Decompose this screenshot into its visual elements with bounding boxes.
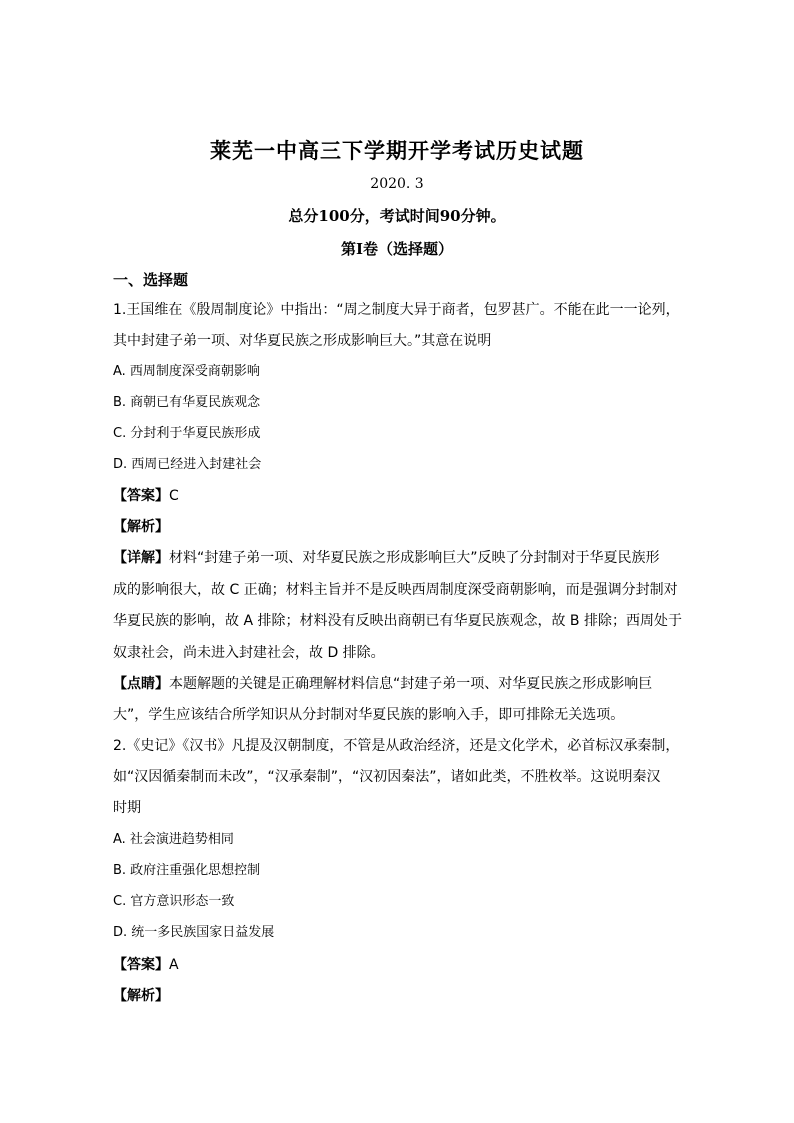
q1-analysis-heading [113,517,169,537]
q1-stem-line-2: 其中封建子弟一项、对华夏民族之形成影响巨大。”其意在说明 [113,333,492,349]
volume-heading: 第Ⅰ卷（选择题） [340,240,454,258]
q2-stem-line-3: 时期 [113,800,141,816]
section-heading: 一、选择题 [113,271,189,289]
q2-stem-line-1: 2.《史记》《汉书》凡提及汉朝制度，不管是从政治经济，还是文化学术，必首标汉承秦制， [113,738,680,754]
analysis-tag: 【解析】 [113,519,169,535]
detail-tag: 【详解】 [113,550,169,566]
q2-option-a: A. 社会演进趋势相同 [113,832,234,847]
tip-text: 本题解题的关键是正确理解材料信息“封建子弟一项、对华夏民族之形成影响巨 [169,676,653,692]
q2-stem-line-2: 如“汉因循秦制而未改”，“汉承秦制”，“汉初因秦法”，诸如此类，不胜枚举。这说明秦汉 [113,769,661,785]
detail-text: 材料“封建子弟一项、对华夏民族之形成影响巨大”反映了分封制对于华夏民族形 [169,550,660,566]
q1-answer [113,486,179,506]
score-note: 总分100分，考试时间90分钟。 [288,207,506,225]
q1-detail-line-2: 成的影响很大，故 C 正确；材料主旨并不是反映西周制度深受商朝影响，而是强调分封制对 [113,582,678,598]
q2-option-c: C. 官方意识形态一致 [113,894,235,909]
q1-tip-line-1 [113,674,652,694]
q1-detail-line-3: 华夏民族的影响，故 A 排除；材料没有反映出商朝已有华夏民族观念，故 B 排除；西周处于 [113,613,682,629]
analysis-tag: 【解析】 [113,988,169,1004]
q1-stem-line-1: 1.王国维在《殷周制度论》中指出：“周之制度大异于商者，包罗甚广。不能在此一一论列， [113,302,680,318]
q2-answer [113,955,179,975]
answer-value: C [169,488,179,504]
q1-tip-line-2: 大”，学生应该结合所学知识从分封制对华夏民族的影响入手，即可排除无关选项。 [113,707,625,723]
answer-tag: 【答案】 [113,957,169,973]
exam-date: 2020. 3 [370,176,424,192]
q1-detail-line-1 [113,548,660,568]
q1-option-a: A. 西周制度深受商朝影响 [113,364,260,379]
q1-option-b: B. 商朝已有华夏民族观念 [113,395,261,410]
q1-option-d: D. 西周已经进入封建社会 [113,457,262,472]
tip-tag: 【点睛】 [113,676,169,692]
page-title: 莱芜一中高三下学期开学考试历史试题 [210,138,584,163]
answer-value: A [169,957,179,973]
q2-option-b: B. 政府注重强化思想控制 [113,863,261,878]
q2-analysis-heading [113,986,169,1006]
answer-tag: 【答案】 [113,488,169,504]
q2-option-d: D. 统一多民族国家日益发展 [113,925,275,940]
q1-detail-line-4: 奴隶社会，尚未进入封建社会，故 D 排除。 [113,645,385,661]
q1-option-c: C. 分封利于华夏民族形成 [113,426,261,441]
